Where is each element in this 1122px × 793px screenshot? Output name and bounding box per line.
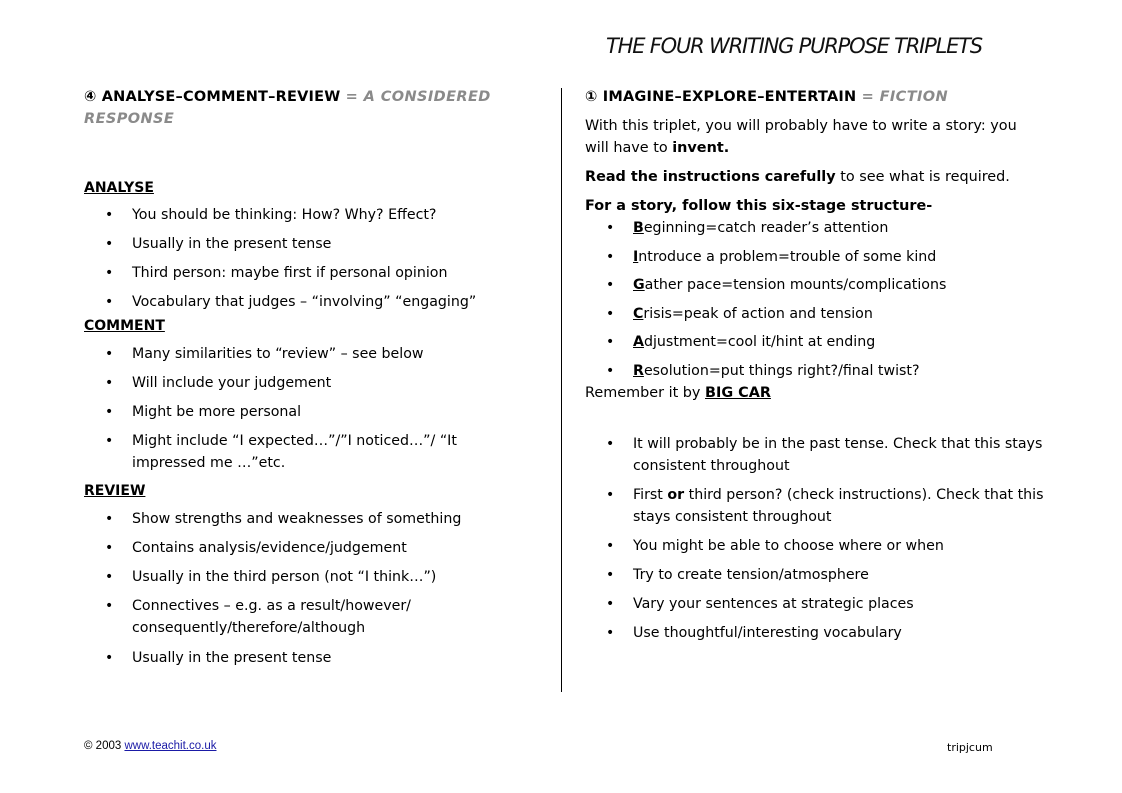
stage-item (585, 246, 1045, 268)
stage-item (585, 331, 1045, 353)
document-code: tripjcum (947, 741, 993, 754)
stage-item (585, 360, 1045, 382)
section-title-analyse: ANALYSE (84, 180, 154, 196)
intro-bold: invent. (672, 140, 730, 156)
read-rest: to see what is required. (835, 169, 1010, 185)
stage-letter: C (633, 305, 644, 322)
stage-letter: R (633, 362, 644, 379)
stage-item (585, 274, 1045, 296)
tip-item: • You might be able to choose where or when (585, 535, 1045, 557)
intro-text: With this triplet, you will probably have to write a story: you will have to (585, 118, 1017, 156)
list-item: • Many similarities to “review” – see below (84, 343, 524, 365)
tip-item: • Vary your sentences at strategic places (585, 593, 1045, 615)
read-bold: Read the instructions carefully (585, 169, 836, 185)
stage-item (585, 217, 1045, 239)
stage-text: djustment=cool it/hint at ending (643, 334, 876, 350)
list-item: • Contains analysis/evidence/judgement (84, 537, 524, 559)
right-heading (585, 86, 1045, 108)
list-item: • Third person: maybe first if personal opinion (84, 262, 524, 284)
stage-letter: I (633, 248, 639, 265)
stage-item (585, 303, 1045, 325)
triplet-name: ANALYSE–COMMENT–REVIEW (101, 89, 341, 105)
triplet-purpose: = A CONSIDERED RESPONSE (84, 89, 491, 127)
stage-letter: B (633, 220, 644, 236)
list-item: • Will include your judgement (84, 372, 524, 394)
section-title-review: REVIEW (84, 483, 146, 499)
intro-paragraph (585, 115, 1045, 159)
list-item: • Might be more personal (84, 401, 524, 423)
review-list (84, 508, 524, 669)
list-item: • You should be thinking: How? Why? Effect? (84, 204, 524, 226)
stage-text: esolution=put things right?/final twist? (643, 362, 920, 379)
tip-item: • It will probably be in the past tense. Check that this stays consistent throughout (585, 433, 1045, 477)
triplet-name: IMAGINE–EXPLORE–ENTERTAIN (602, 89, 857, 105)
right-column (585, 86, 1045, 644)
list-item: • Connectives – e.g. as a result/however/ consequently/therefore/although (84, 595, 524, 639)
triplet-purpose: = FICTION (861, 89, 949, 105)
list-item: • Usually in the present tense (84, 647, 524, 669)
list-item: • Usually in the present tense (84, 233, 524, 255)
left-heading (84, 86, 524, 130)
tip-item (585, 484, 1045, 528)
list-item: • Vocabulary that judges – “involving” “engaging” (84, 291, 524, 313)
stage-text: ather pace=tension mounts/complications (644, 277, 947, 293)
analyse-list (84, 204, 524, 313)
column-divider (561, 88, 562, 692)
stages-list (585, 217, 1045, 382)
remember-line (585, 382, 1045, 404)
tip-bold: or (667, 486, 685, 503)
stage-text: ntroduce a problem=trouble of some kind (638, 248, 937, 265)
structure-heading: For a story, follow this six-stage structure- (585, 198, 933, 214)
tip-item: • Try to create tension/atmosphere (585, 564, 1045, 586)
footer-copyright (84, 740, 217, 752)
tips-list (585, 433, 1045, 644)
read-instructions (585, 166, 1045, 188)
remember-text: Remember it by (585, 384, 706, 401)
stage-text: eginning=catch reader’s attention (643, 220, 889, 236)
list-item: • Show strengths and weaknesses of something (84, 508, 524, 530)
section-title-comment: COMMENT (84, 318, 165, 334)
stage-letter: G (633, 277, 645, 293)
mnemonic: BIG CAR (705, 384, 771, 401)
list-item: • Usually in the third person (not “I think…”) (84, 566, 524, 588)
triplet-number: ④ (84, 89, 97, 105)
tip-text: third person? (check instructions). Check that this stays consistent throughout (633, 486, 1044, 525)
page-title: THE FOUR WRITING PURPOSE TRIPLETS (606, 34, 982, 58)
comment-list (84, 343, 524, 474)
stage-text: risis=peak of action and tension (643, 305, 873, 322)
tip-text: First (633, 486, 668, 503)
stage-letter: A (633, 334, 644, 350)
tip-item: • Use thoughtful/interesting vocabulary (585, 622, 1045, 644)
list-item: • Might include “I expected…”/”I noticed…”/ “It impressed me …”etc. (84, 430, 524, 474)
copyright-text: © 2003 (84, 740, 125, 752)
teachit-link[interactable]: www.teachit.co.uk (124, 740, 217, 752)
left-column (84, 86, 524, 669)
triplet-number: ① (585, 89, 598, 105)
